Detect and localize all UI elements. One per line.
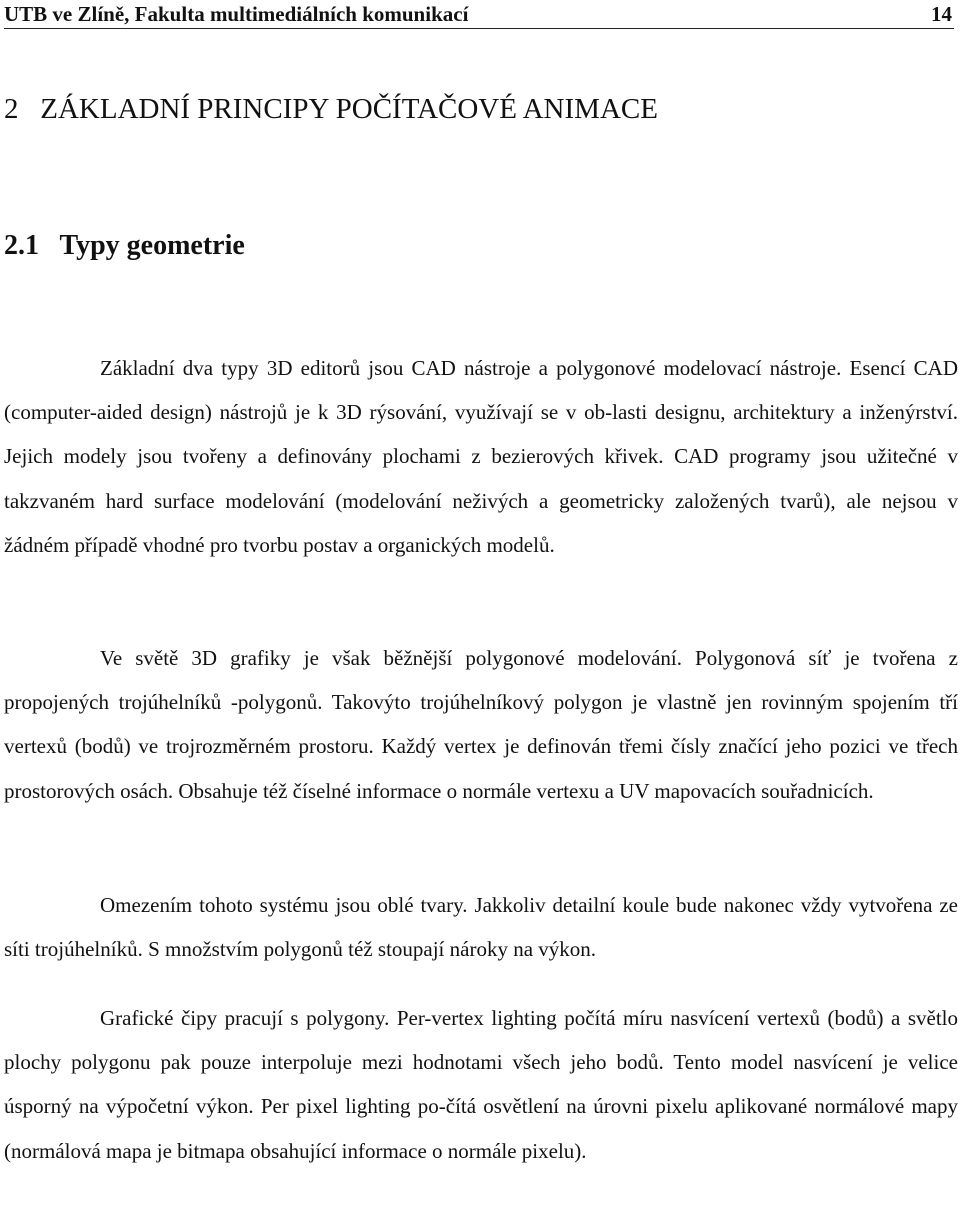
- paragraph-limitations: Omezením tohoto systému jsou oblé tvary. Jakkoliv detailní koule bude nakonec vždy vytvořena ze síti trojúhelníků. S množstvím polygonů též stoupají nároky na výkon.: [4, 893, 958, 962]
- chapter-heading: 2 ZÁKLADNÍ PRINCIPY POČÍTAČOVÉ ANIMACE: [4, 93, 658, 125]
- paragraph-lighting: Grafické čipy pracují s polygony. Per-vertex lighting počítá míru nasvícení vertexů (bodů) a světlo plochy polygonu pak pouze interpoluje mezi hodnotami všech jeho bodů. Tento model nasvícení je velice úsporný na výpočetní výkon. Per pixel lighting po-čítá osvětlení na úrovni pixelu aplikované normálové mapy (normálová mapa je bitmapa obsahující informace o normále pixelu).: [4, 1006, 958, 1163]
- header-title: UTB ve Zlíně, Fakulta multimediálních komunikací: [4, 2, 469, 26]
- page-header: [4, 2, 954, 29]
- paragraph-polygon-modeling: Ve světě 3D grafiky je však běžnější polygonové modelování. Polygonová síť je tvořena z propojených trojúhelníků -polygonů. Takovýto trojúhelníkový polygon je vlastně jen rovinným spojením tří vertexů (bodů) ve trojrozměrném prostoru. Každý vertex je definován třemi čísly značící jeho pozici ve třech prostorových osách. Obsahuje též číselné informace o normále vertexu a UV mapovacích souřadnicích.: [4, 646, 958, 803]
- paragraph-cad-vs-polygon: Základní dva typy 3D editorů jsou CAD nástroje a polygonové modelovací nástroje. Esencí CAD (computer-aided design) nástrojů je k 3D rýsování, využívají se v ob-lasti designu, architektury a inženýrství. Jejich modely jsou tvořeny a definovány plochami z bezierových křivek. CAD programy jsou užitečné v takzvaném hard surface modelování (modelování neživých a geometricky založených tvarů), ale nejsou v žádném případě vhodné pro tvorbu postav a organických modelů.: [4, 356, 958, 557]
- page-number: 14: [931, 2, 952, 26]
- section-heading: 2.1 Typy geometrie: [4, 230, 245, 261]
